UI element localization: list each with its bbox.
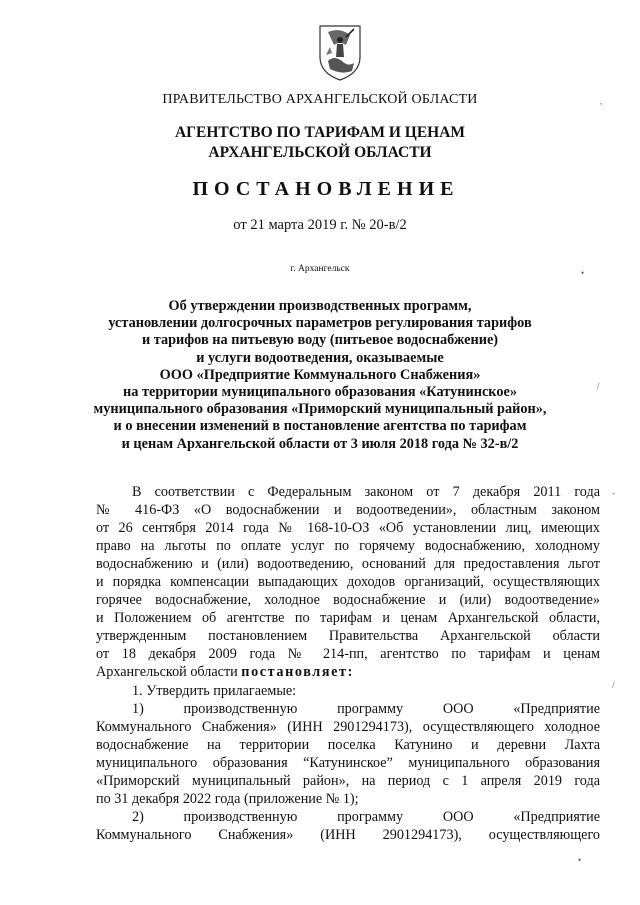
title-line: и услуги водоотведения, оказываемые <box>196 349 444 366</box>
body-line: Коммунального Снабжения» (ИНН 2901294173), осуществляющего <box>96 826 600 843</box>
government-name: ПРАВИТЕЛЬСТВО АРХАНГЕЛЬСКОЙ ОБЛАСТИ <box>162 92 478 107</box>
body-line: от 18 декабря 2009 года № 214-пп, агентство по тарифам и ценам <box>96 646 600 663</box>
body-line: право на льготы по оплате услуг по горячему водоснабжению, холодному <box>96 538 600 555</box>
subclause-1-1: 1) производственную программу ООО «Предприятие <box>132 700 600 717</box>
body-line: утвержденным постановлением Правительства Архангельской области <box>96 628 600 645</box>
clause-1: 1. Утвердить прилагаемые: <box>132 682 297 699</box>
title-line: и о внесении изменений в постановление агентства по тарифам <box>113 418 527 435</box>
scan-mark: / <box>612 680 615 690</box>
title-line: и тарифов на питьевую воду (питьевое водоснабжение) <box>141 332 499 349</box>
body-line: В соответствии с Федеральным законом от 7 декабря 2011 года <box>132 484 600 500</box>
body-line <box>96 663 600 681</box>
body-line: водоснабжение на территории поселка Катунино и деревни Лахта <box>96 736 600 753</box>
title-line: на территории муниципального образования «Катунинское» <box>123 384 517 401</box>
scan-mark: - <box>612 488 615 498</box>
body-line: водоснабжению и (или) водоотведению, оснований для предоставления льгот <box>96 556 600 573</box>
body-line: Коммунального Снабжения» (ИНН 2901294173), осуществляющего холодное <box>96 718 600 735</box>
body-line: муниципального образования “Катунинское” муниципального образования <box>96 754 600 771</box>
body-line: горячее водоснабжение, холодное водоснабжение и (или) водоотведение» <box>96 592 600 609</box>
title-line: ООО «Предприятие Коммунального Снабжения» <box>159 366 481 383</box>
agency-name-line2: АРХАНГЕЛЬСКОЙ ОБЛАСТИ <box>208 144 432 161</box>
document-date-number: от 21 марта 2019 г. № 20-в/2 <box>233 217 407 233</box>
resolves-keyword: постановляет: <box>241 664 354 681</box>
document-body <box>96 483 600 844</box>
title-line: и ценам Архангельской области от 3 июля 2018 года № 32-в/2 <box>121 435 519 452</box>
subclause-1-2: 2) производственную программу ООО «Предприятие <box>132 808 600 825</box>
document-title <box>0 298 640 453</box>
body-line: по 31 декабря 2022 года (приложение № 1); <box>96 790 359 807</box>
agency-name-line1: АГЕНТСТВО ПО ТАРИФАМ И ЦЕНАМ <box>174 124 466 141</box>
body-line: и порядка компенсации выпадающих доходов организаций, осуществляющих <box>96 574 600 591</box>
document-city: г. Архангельск <box>290 264 350 274</box>
coat-of-arms-emblem <box>316 23 364 83</box>
agency-name <box>0 123 640 163</box>
title-line: установлении долгосрочных параметров регулирования тарифов <box>108 315 532 332</box>
scan-mark: / <box>597 381 600 391</box>
body-line-text: Архангельской области <box>96 664 238 681</box>
scan-mark: , <box>600 96 603 106</box>
title-line: муниципального образования «Приморский муниципальный район», <box>93 401 547 418</box>
document-type: ПОСТАНОВЛЕНИЕ <box>192 178 460 200</box>
body-line: № 416-ФЗ «О водоснабжении и водоотведении», областным законом <box>96 502 600 519</box>
body-line: «Приморский муниципальный район», на период с 1 апреля 2019 года <box>96 772 600 789</box>
body-line: от 26 сентября 2014 года № 168-10-ОЗ «Об установлении лиц, имеющих <box>96 520 600 537</box>
scan-mark: • <box>578 855 582 865</box>
title-line: Об утверждении производственных программ, <box>168 298 472 314</box>
scan-mark: • <box>581 268 585 278</box>
body-line: и Положением об агентстве по тарифам и ценам Архангельской области, <box>96 610 600 627</box>
